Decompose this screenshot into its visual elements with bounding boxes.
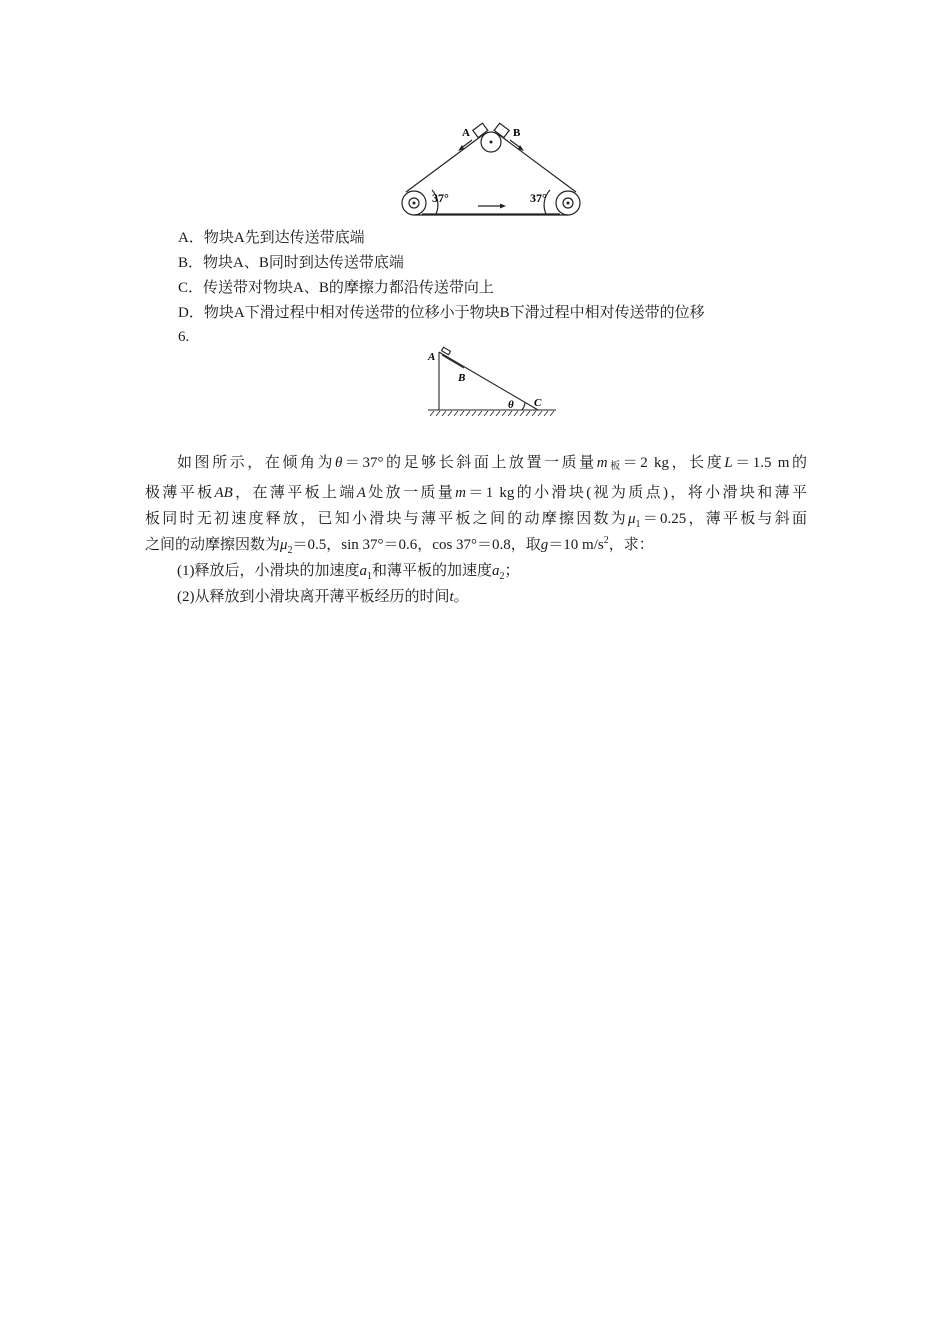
belt-drawing <box>402 123 580 215</box>
option-text: 传送带对物块A、B的摩擦力都沿传送带向上 <box>203 280 494 296</box>
label-b: B <box>458 372 466 384</box>
option-letter: C． <box>178 280 204 296</box>
question-line-4: 之间的动摩擦因数为$\mu_2=0.5$，sin 37°＝0.6，cos 37°＝0.8，取g＝10 $m/s^2$，求： <box>145 535 654 556</box>
option-text: 物块A、B同时到达传送带底端 <box>203 255 404 271</box>
option-letter: B． <box>178 255 204 271</box>
conveyor-belt-figure <box>398 120 584 218</box>
label-a: A <box>462 127 470 139</box>
label-a: A <box>428 351 436 363</box>
answer-options <box>178 226 705 326</box>
sub-question-1: (1)释放后，小滑块的加速度$a_1$和薄平板的加速度$a_2$； <box>177 563 520 582</box>
question-line-3: 板同时无初速度释放，已知小滑块与薄平板之间的动摩擦因数为$\mu_1=0.25$，薄平板与斜面 <box>145 511 807 530</box>
question-text <box>145 450 807 610</box>
option-d <box>178 301 705 326</box>
label-c: C <box>534 397 542 409</box>
option-text: 物块A先到达传送带底端 <box>203 230 365 246</box>
label-b: B <box>513 127 521 139</box>
incline-figure <box>426 346 560 420</box>
angle-right-label: 37° <box>530 191 547 205</box>
option-c <box>178 276 705 301</box>
option-text: 物块A下滑过程中相对传送带的位移小于物块B下滑过程中相对传送带的位移 <box>203 305 705 321</box>
question-line-2: 极薄平板AB，在薄平板上端A处放一质量m＝1 kg的小滑块(视为质点)，将小滑块和薄平 <box>145 485 807 501</box>
ground-hatching <box>430 411 554 416</box>
option-letter: A． <box>178 230 204 246</box>
option-a <box>178 226 705 251</box>
question-number: 6. <box>178 329 190 345</box>
sub-question-2: (2)从释放到小滑块离开薄平板经历的时间t。 <box>177 589 469 605</box>
option-b <box>178 251 705 276</box>
angle-left-label: 37° <box>432 191 449 205</box>
label-theta: θ <box>508 399 514 411</box>
option-letter: D． <box>178 305 204 321</box>
question-line-1: 如图所示，在倾角为θ＝37°的足够长斜面上放置一质量m板＝2 kg，长度L＝1.5 m的 <box>177 455 807 472</box>
